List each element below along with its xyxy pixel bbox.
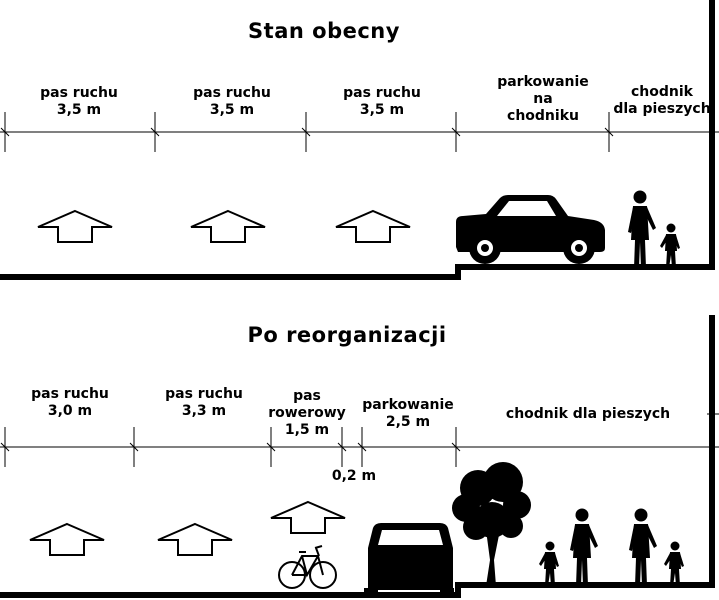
reorganized-state-title: Po reorganizacji: [247, 323, 447, 347]
new-lane-2-name: pas ruchu: [165, 386, 243, 402]
new-parking-line-1: parkowanie: [362, 397, 454, 413]
pedestrian-adult-icon: [628, 191, 656, 269]
current-lane-1-width: 3,5 m: [56, 102, 102, 118]
current-lane-1-name: pas ruchu: [40, 85, 118, 101]
new-parking-width: 2,5 m: [385, 414, 431, 430]
bike-lane-arrow-icon: [271, 502, 345, 533]
pedestrian-adult-icon: [629, 509, 657, 587]
current-parking-line-3: chodniku: [507, 108, 579, 124]
reorganized-ground-profile: [0, 315, 712, 595]
new-lane-1-name: pas ruchu: [31, 386, 109, 402]
current-lane-2-arrow-icon: [191, 211, 265, 242]
new-sidewalk-label: chodnik dla pieszych: [505, 406, 671, 422]
bicycle-icon: [279, 546, 336, 588]
bike-lane-line-1: pas: [293, 388, 321, 404]
current-lane-3-arrow-icon: [336, 211, 410, 242]
bike-lane-width: 1,5 m: [284, 422, 330, 438]
new-lane-2-width: 3,3 m: [181, 403, 227, 419]
tree-icon: [452, 462, 531, 586]
parked-car-rear-icon: [364, 523, 454, 598]
pedestrian-child-icon: [539, 542, 559, 587]
current-parking-line-1: parkowanie: [497, 74, 589, 90]
parked-car-side-icon: [456, 195, 605, 264]
current-lane-2-name: pas ruchu: [193, 85, 271, 101]
bike-lane-line-2: rowerowy: [268, 405, 346, 421]
current-dimension-line: [0, 112, 719, 152]
current-lane-1-arrow-icon: [38, 211, 112, 242]
current-lane-3-name: pas ruchu: [343, 85, 421, 101]
pedestrian-adult-icon: [570, 509, 598, 587]
current-parking-line-2: na: [533, 91, 553, 107]
new-lane-1-arrow-icon: [30, 524, 104, 555]
pedestrian-child-icon: [664, 542, 684, 587]
current-sidewalk-line-2: dla pieszych: [613, 101, 711, 117]
new-lane-1-width: 3,0 m: [47, 403, 93, 419]
pedestrian-child-icon: [660, 224, 680, 269]
current-sidewalk-line-1: chodnik: [631, 84, 693, 100]
reorganized-dimension-line: [0, 427, 719, 467]
current-state-title: Stan obecny: [248, 19, 400, 43]
new-lane-2-arrow-icon: [158, 524, 232, 555]
current-lane-3-width: 3,5 m: [359, 102, 405, 118]
buffer-width-label: 0,2 m: [331, 468, 377, 484]
current-lane-2-width: 3,5 m: [209, 102, 255, 118]
